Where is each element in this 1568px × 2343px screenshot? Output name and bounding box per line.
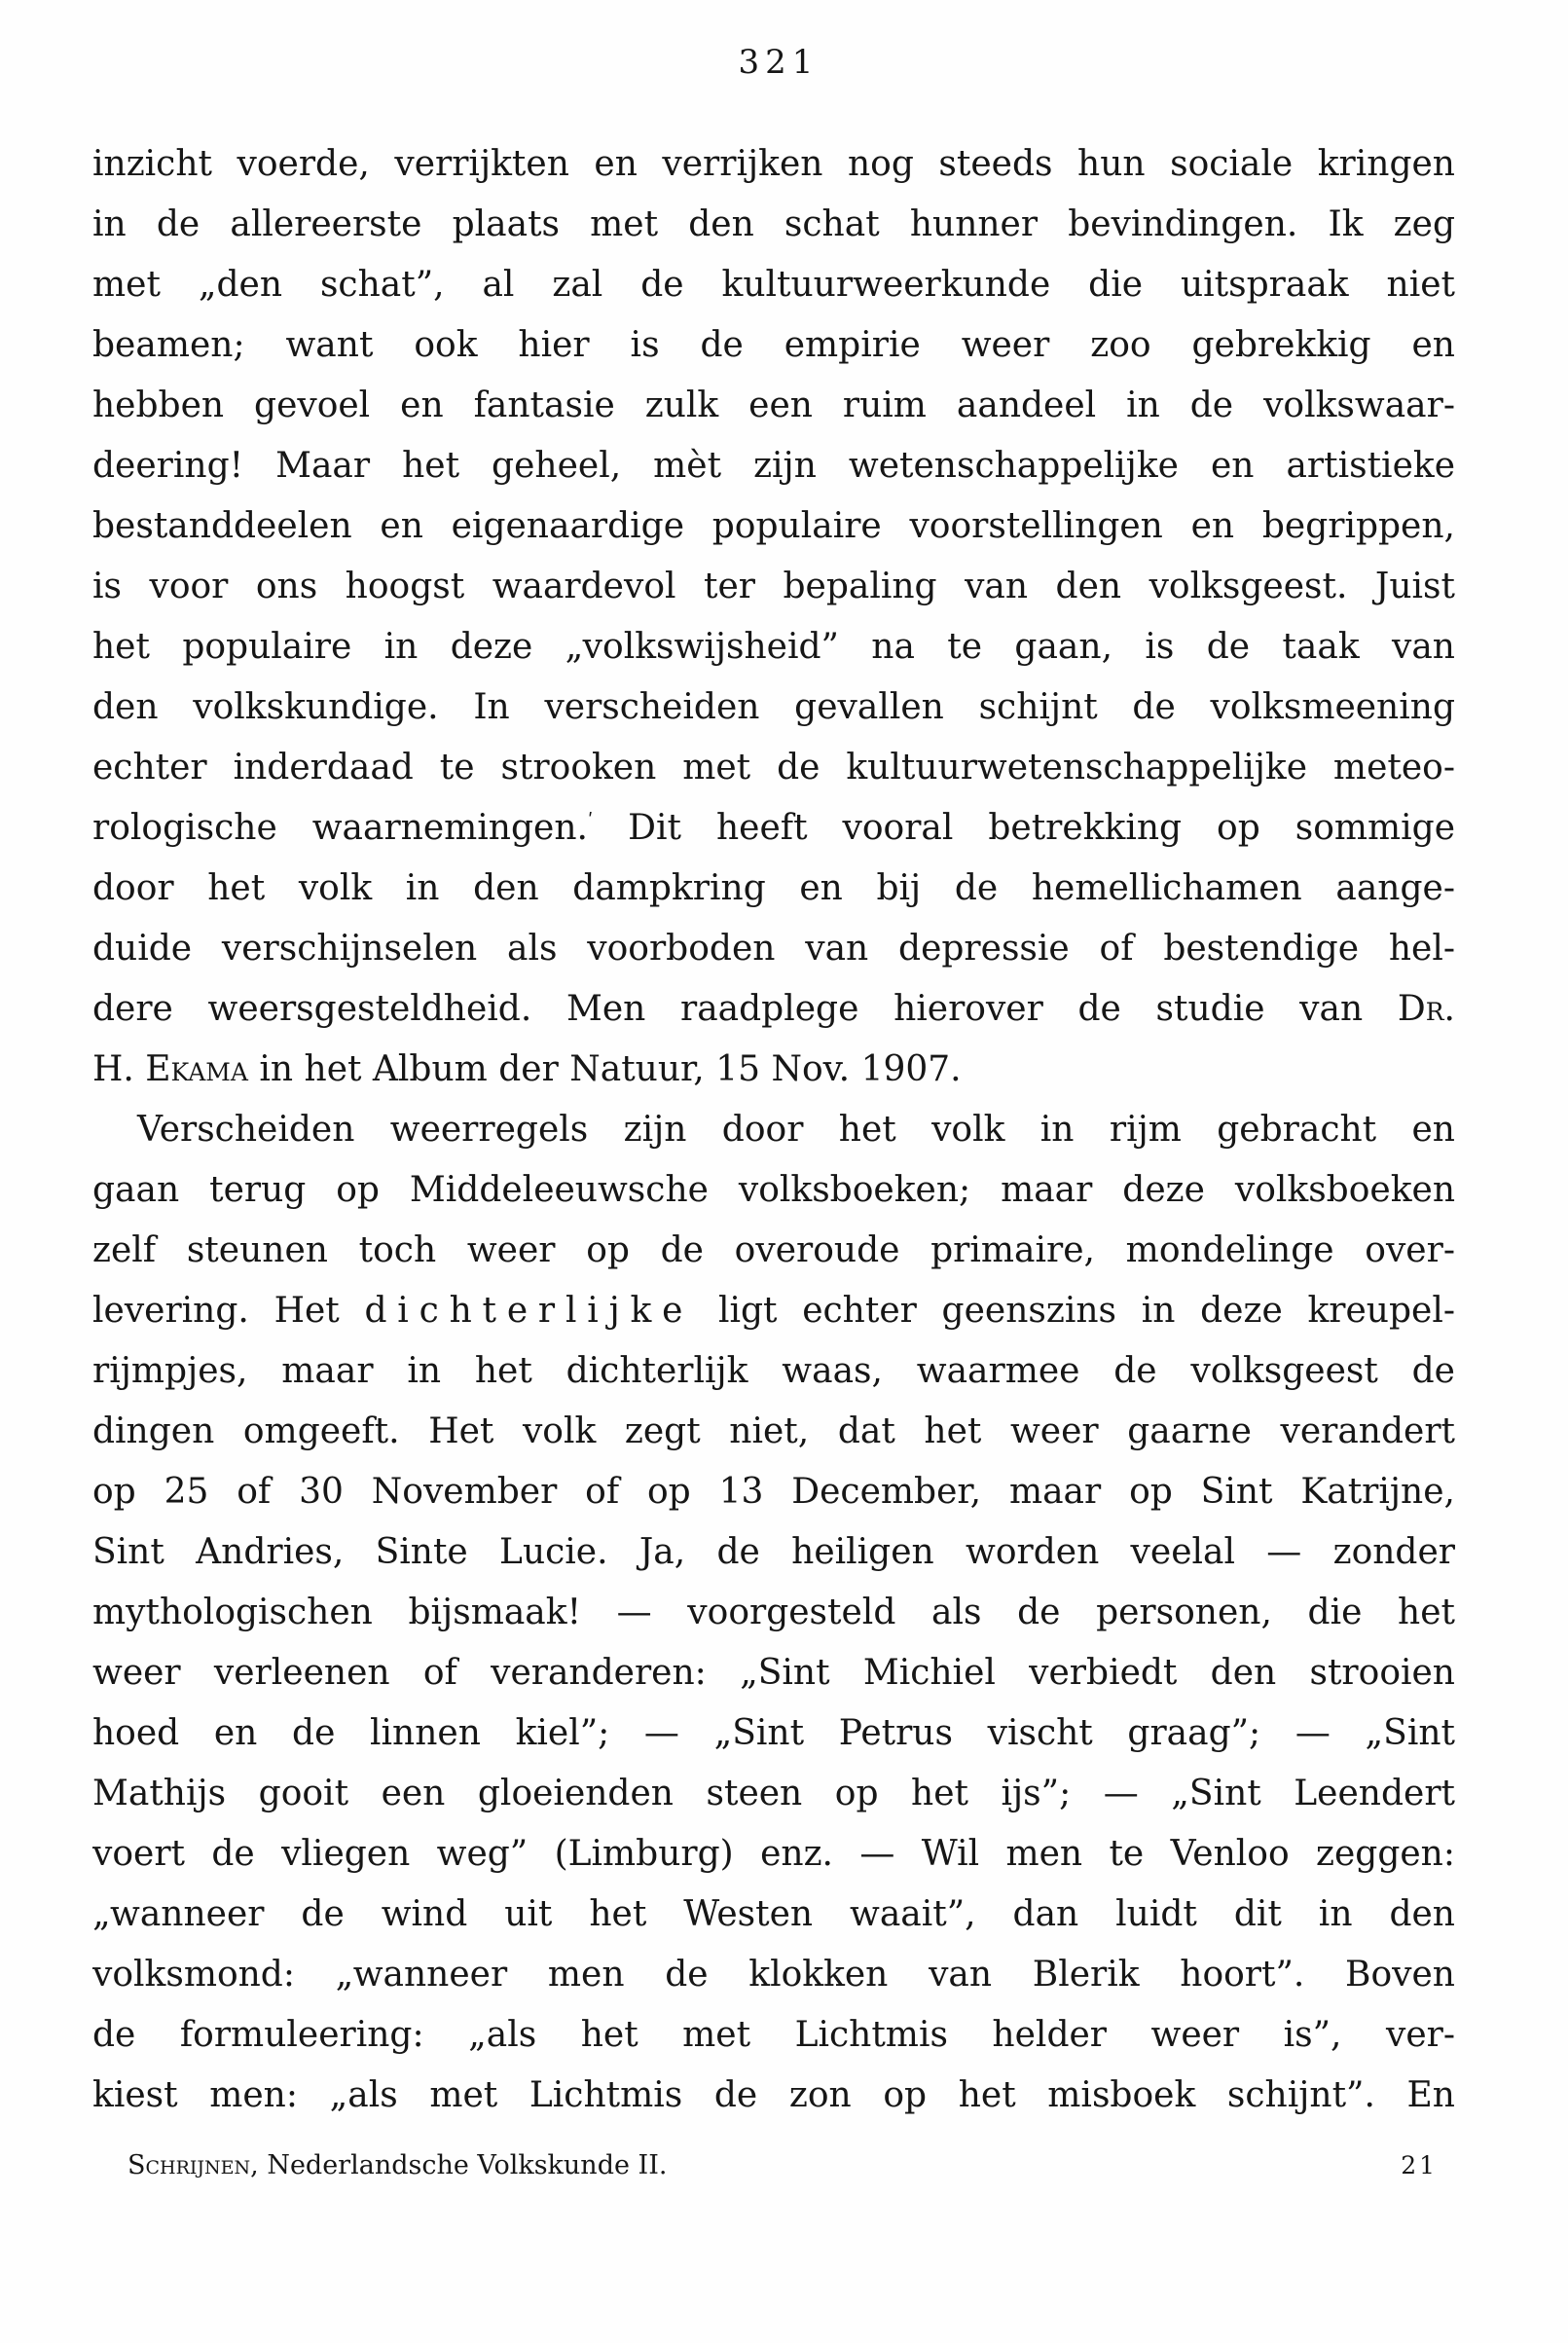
- text-line: [92, 255, 1455, 315]
- text-segment: den volkskundige. In verscheiden gevallen schijnt de volksmeening: [92, 687, 1455, 727]
- text-line: [92, 979, 1455, 1040]
- text-segment: echter inderdaad te strooken met de kultuurwetenschappelijke meteo-: [92, 748, 1455, 787]
- text-segment: op 25 of 30 November of op 13 December, maar op Sint Katrijne,: [92, 1472, 1455, 1512]
- text-segment: mythologischen bijsmaak! — voorgesteld als de personen, die het: [92, 1593, 1455, 1632]
- text-segment: Schrijnen: [128, 2150, 251, 2180]
- footer-signature: [128, 2149, 667, 2182]
- text-line: [92, 798, 1455, 859]
- text-line: [92, 617, 1455, 677]
- text-segment: weer verleenen of veranderen: „Sint Michiel verbiedt den strooien: [92, 1653, 1455, 1693]
- text-segment: „wanneer de wind uit het Westen waait”, dan luidt dit in den: [92, 1894, 1455, 1934]
- text-segment: Sint Andries, Sinte Lucie. Ja, de heiligen worden veelal — zonder: [92, 1532, 1455, 1572]
- text-segment: dingen omgeeft. Het volk zegt niet, dat het weer gaarne verandert: [92, 1411, 1455, 1451]
- body-text-block: [92, 134, 1455, 2126]
- text-line: [92, 1522, 1455, 1583]
- text-line: [92, 376, 1455, 436]
- text-segment: dichterlijke: [364, 1291, 694, 1331]
- text-segment: zelf steunen toch weer op de overoude primaire, mondelinge over-: [92, 1230, 1455, 1270]
- text-line: [92, 2005, 1455, 2066]
- text-segment: ʹ: [587, 811, 594, 831]
- text-line: [92, 1040, 1455, 1100]
- text-line: [92, 134, 1455, 195]
- footer: [92, 2149, 1455, 2182]
- text-line: [92, 1462, 1455, 1522]
- text-line: [92, 1885, 1455, 1945]
- text-segment: Dit heeft vooral betrekking op sommige: [593, 808, 1455, 848]
- text-segment: Dr.: [1397, 989, 1455, 1029]
- text-segment: , Nederlandsche Volkskunde II.: [250, 2150, 668, 2180]
- text-segment: in het Album der Natuur, 15 Nov. 1907.: [247, 1049, 962, 1089]
- text-line: [92, 677, 1455, 738]
- text-line: [92, 496, 1455, 557]
- text-line: [92, 315, 1455, 376]
- footer-sheet-number: 21: [1401, 2151, 1438, 2179]
- text-segment: dere weersgesteldheid. Men raadplege hierover de studie van: [92, 989, 1398, 1029]
- text-segment: hebben gevoel en fantasie zulk een ruim aandeel in de volkswaar-: [92, 385, 1455, 425]
- text-segment: volksmond: „wanneer men de klokken van Blerik hoort”. Boven: [92, 1955, 1455, 1995]
- text-segment: door het volk in den dampkring en bij de hemellichamen aange-: [92, 868, 1455, 908]
- text-segment: inzicht voerde, verrijkten en verrijken nog steeds hun sociale kringen: [92, 144, 1455, 184]
- text-line: [92, 1824, 1455, 1885]
- text-segment: de formuleering: „als het met Lichtmis helder weer is”, ver-: [92, 2015, 1455, 2055]
- text-line: [92, 919, 1455, 979]
- text-line: [92, 436, 1455, 496]
- text-line: [92, 1100, 1455, 1160]
- text-segment: beamen; want ook hier is de empirie weer zoo gebrekkig en: [92, 325, 1455, 365]
- text-segment: gaan terug op Middeleeuwsche volksboeken; maar deze volksboeken: [92, 1170, 1455, 1210]
- text-segment: is voor ons hoogst waardevol ter bepaling van den volksgeest. Juist: [92, 567, 1455, 606]
- text-segment: hoed en de linnen kiel”; — „Sint Petrus vischt graag”; — „Sint: [92, 1713, 1455, 1753]
- text-line: [92, 1764, 1455, 1824]
- text-segment: bestanddeelen en eigenaardige populaire voorstellingen en begrippen,: [92, 506, 1455, 546]
- text-segment: kiest men: „als met Lichtmis de zon op het misboek schijnt”. En: [92, 2075, 1455, 2115]
- text-segment: ligt echter geenszins in deze kreupel-: [693, 1291, 1455, 1331]
- text-line: [92, 1160, 1455, 1221]
- text-line: [92, 1221, 1455, 1281]
- text-line: [92, 1402, 1455, 1462]
- text-line: [92, 1281, 1455, 1341]
- text-segment: duide verschijnselen als voorboden van depressie of bestendige hel-: [92, 929, 1455, 969]
- text-line: [92, 738, 1455, 798]
- text-segment: in de allereerste plaats met den schat hunner bevindingen. Ik zeg: [92, 204, 1455, 244]
- text-line: [92, 1341, 1455, 1402]
- text-line: [92, 1945, 1455, 2005]
- text-line: [92, 1643, 1455, 1703]
- text-segment: deering! Maar het geheel, mèt zijn wetenschappelijke en artistieke: [92, 446, 1455, 486]
- text-segment: rologische waarnemingen.: [92, 808, 588, 848]
- text-segment: met „den schat”, al zal de kultuurweerkunde die uitspraak niet: [92, 265, 1455, 305]
- text-segment: H.: [92, 1049, 146, 1089]
- text-line: [92, 195, 1455, 255]
- page-number: 321: [738, 43, 820, 82]
- text-line: [92, 1583, 1455, 1643]
- text-line: [92, 1703, 1455, 1764]
- text-line: [92, 859, 1455, 919]
- text-segment: rijmpjes, maar in het dichterlijk waas, waarmee de volksgeest de: [92, 1351, 1455, 1391]
- text-line: [92, 2066, 1455, 2126]
- text-segment: Verscheiden weerregels zijn door het volk in rijm gebracht en: [137, 1110, 1455, 1150]
- text-segment: Mathijs gooit een gloeienden steen op het ijs”; — „Sint Leendert: [92, 1774, 1455, 1813]
- text-line: [92, 557, 1455, 617]
- text-segment: Ekama: [145, 1049, 248, 1089]
- text-segment: het populaire in deze „volkswijsheid” na te gaan, is de taak van: [92, 627, 1455, 667]
- text-segment: voert de vliegen weg” (Limburg) enz. — Wil men te Venloo zeggen:: [92, 1834, 1455, 1874]
- text-segment: levering. Het: [92, 1291, 365, 1331]
